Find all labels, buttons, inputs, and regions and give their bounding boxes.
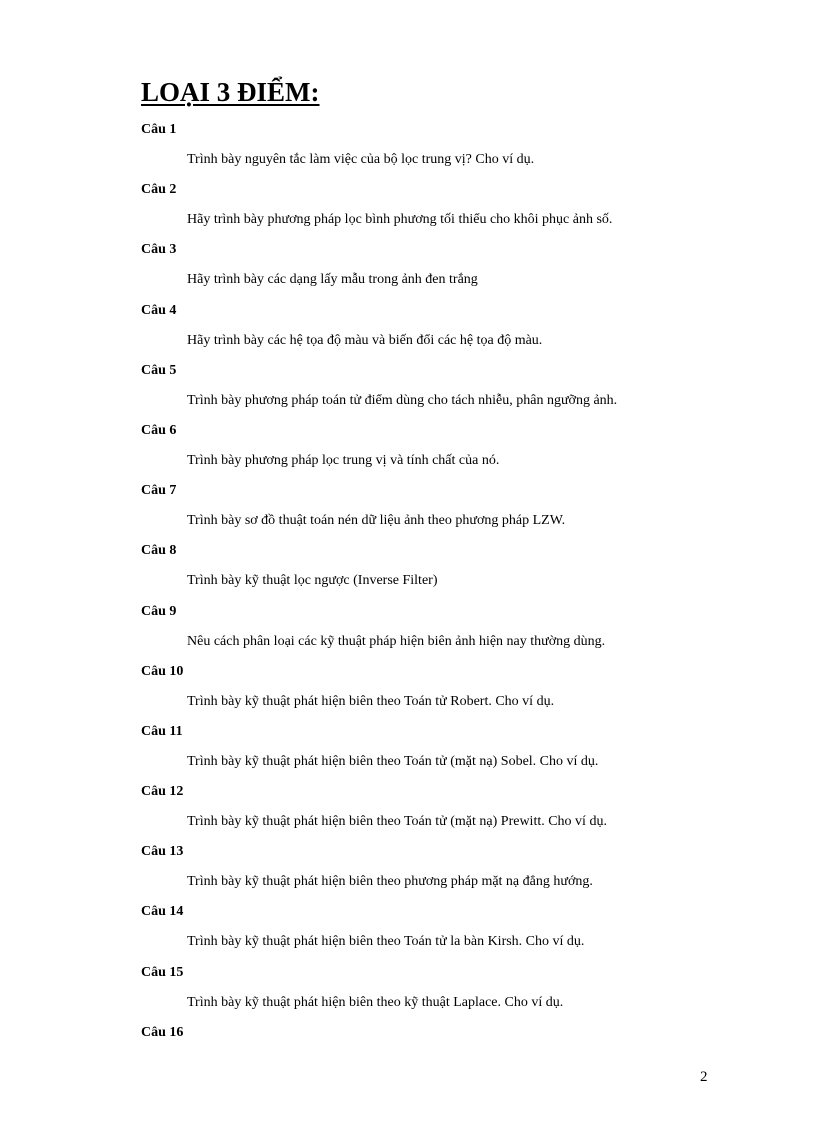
question-item	[141, 723, 781, 783]
question-text: Trình bày phương pháp toán tử điểm dùng cho tách nhiễu, phân ngưỡng ảnh.	[187, 392, 618, 408]
question-label: Câu 10	[141, 663, 184, 679]
question-label: Câu 6	[141, 422, 177, 438]
question-label: Câu 2	[141, 182, 177, 198]
question-list	[141, 121, 781, 1084]
page-title: LOẠI 3 ĐIỂM:	[141, 77, 320, 107]
question-label: Câu 1	[141, 122, 177, 137]
question-label: Câu 7	[141, 483, 177, 499]
question-text: Trình bày nguyên tắc làm việc của bộ lọc trung vị? Cho ví dụ.	[187, 152, 535, 167]
question-item	[141, 422, 781, 482]
question-item	[141, 121, 781, 181]
question-item	[141, 482, 781, 542]
question-label: Câu 5	[141, 362, 177, 378]
question-text: Trình bày phương pháp lọc trung vị và tính chất của nó.	[187, 452, 500, 468]
question-text: Trình bày kỹ thuật phát hiện biên theo Toán tử Robert. Cho ví dụ.	[187, 693, 555, 709]
question-item	[141, 1024, 781, 1084]
question-item	[141, 603, 781, 663]
question-label: Câu 13	[141, 844, 184, 860]
question-text: Trình bày kỹ thuật phát hiện biên theo Toán tử (mặt nạ) Prewitt. Cho ví dụ.	[187, 814, 607, 830]
question-label: Câu 3	[141, 242, 177, 258]
question-item	[141, 783, 781, 843]
question-text: Trình bày kỹ thuật phát hiện biên theo Toán tử (mặt nạ) Sobel. Cho ví dụ.	[187, 753, 599, 769]
question-item	[141, 964, 781, 1024]
question-label: Câu 9	[141, 603, 177, 619]
question-text: Hãy trình bày phương pháp lọc bình phương tối thiểu cho khôi phục ảnh số.	[187, 212, 613, 228]
question-text: Hãy trình bày các hệ tọa độ màu và biến đổi các hệ tọa độ màu.	[187, 332, 543, 348]
question-label: Câu 16	[141, 1024, 184, 1040]
page-number: 2	[700, 1069, 708, 1085]
question-item	[141, 843, 781, 903]
question-text: Trình bày kỹ thuật phát hiện biên theo phương pháp mặt nạ đẳng hướng.	[187, 874, 593, 890]
question-label: Câu 8	[141, 543, 177, 559]
question-item	[141, 663, 781, 723]
question-label: Câu 15	[141, 964, 184, 980]
question-label: Câu 12	[141, 784, 184, 800]
question-text: Hãy trình bày các dạng lấy mẫu trong ảnh đen trắng	[187, 272, 478, 288]
question-text: Trình bày sơ đồ thuật toán nén dữ liệu ảnh theo phương pháp LZW.	[187, 513, 566, 529]
question-item	[141, 542, 781, 602]
question-text: Nêu cách phân loại các kỹ thuật pháp hiện biên ảnh hiện nay thường dùng.	[187, 633, 606, 649]
question-label: Câu 4	[141, 302, 177, 318]
question-label: Câu 14	[141, 904, 184, 920]
question-label: Câu 11	[141, 723, 183, 739]
question-text: Trình bày kỹ thuật phát hiện biên theo Toán tử la bàn Kirsh. Cho ví dụ.	[187, 934, 585, 950]
question-item	[141, 302, 781, 362]
question-item	[141, 241, 781, 301]
question-text: Trình bày kỹ thuật lọc ngược (Inverse Filter)	[187, 573, 438, 589]
question-item	[141, 181, 781, 241]
question-item	[141, 362, 781, 422]
question-item	[141, 903, 781, 963]
question-text: Trình bày kỹ thuật phát hiện biên theo kỹ thuật Laplace. Cho ví dụ.	[187, 994, 564, 1010]
